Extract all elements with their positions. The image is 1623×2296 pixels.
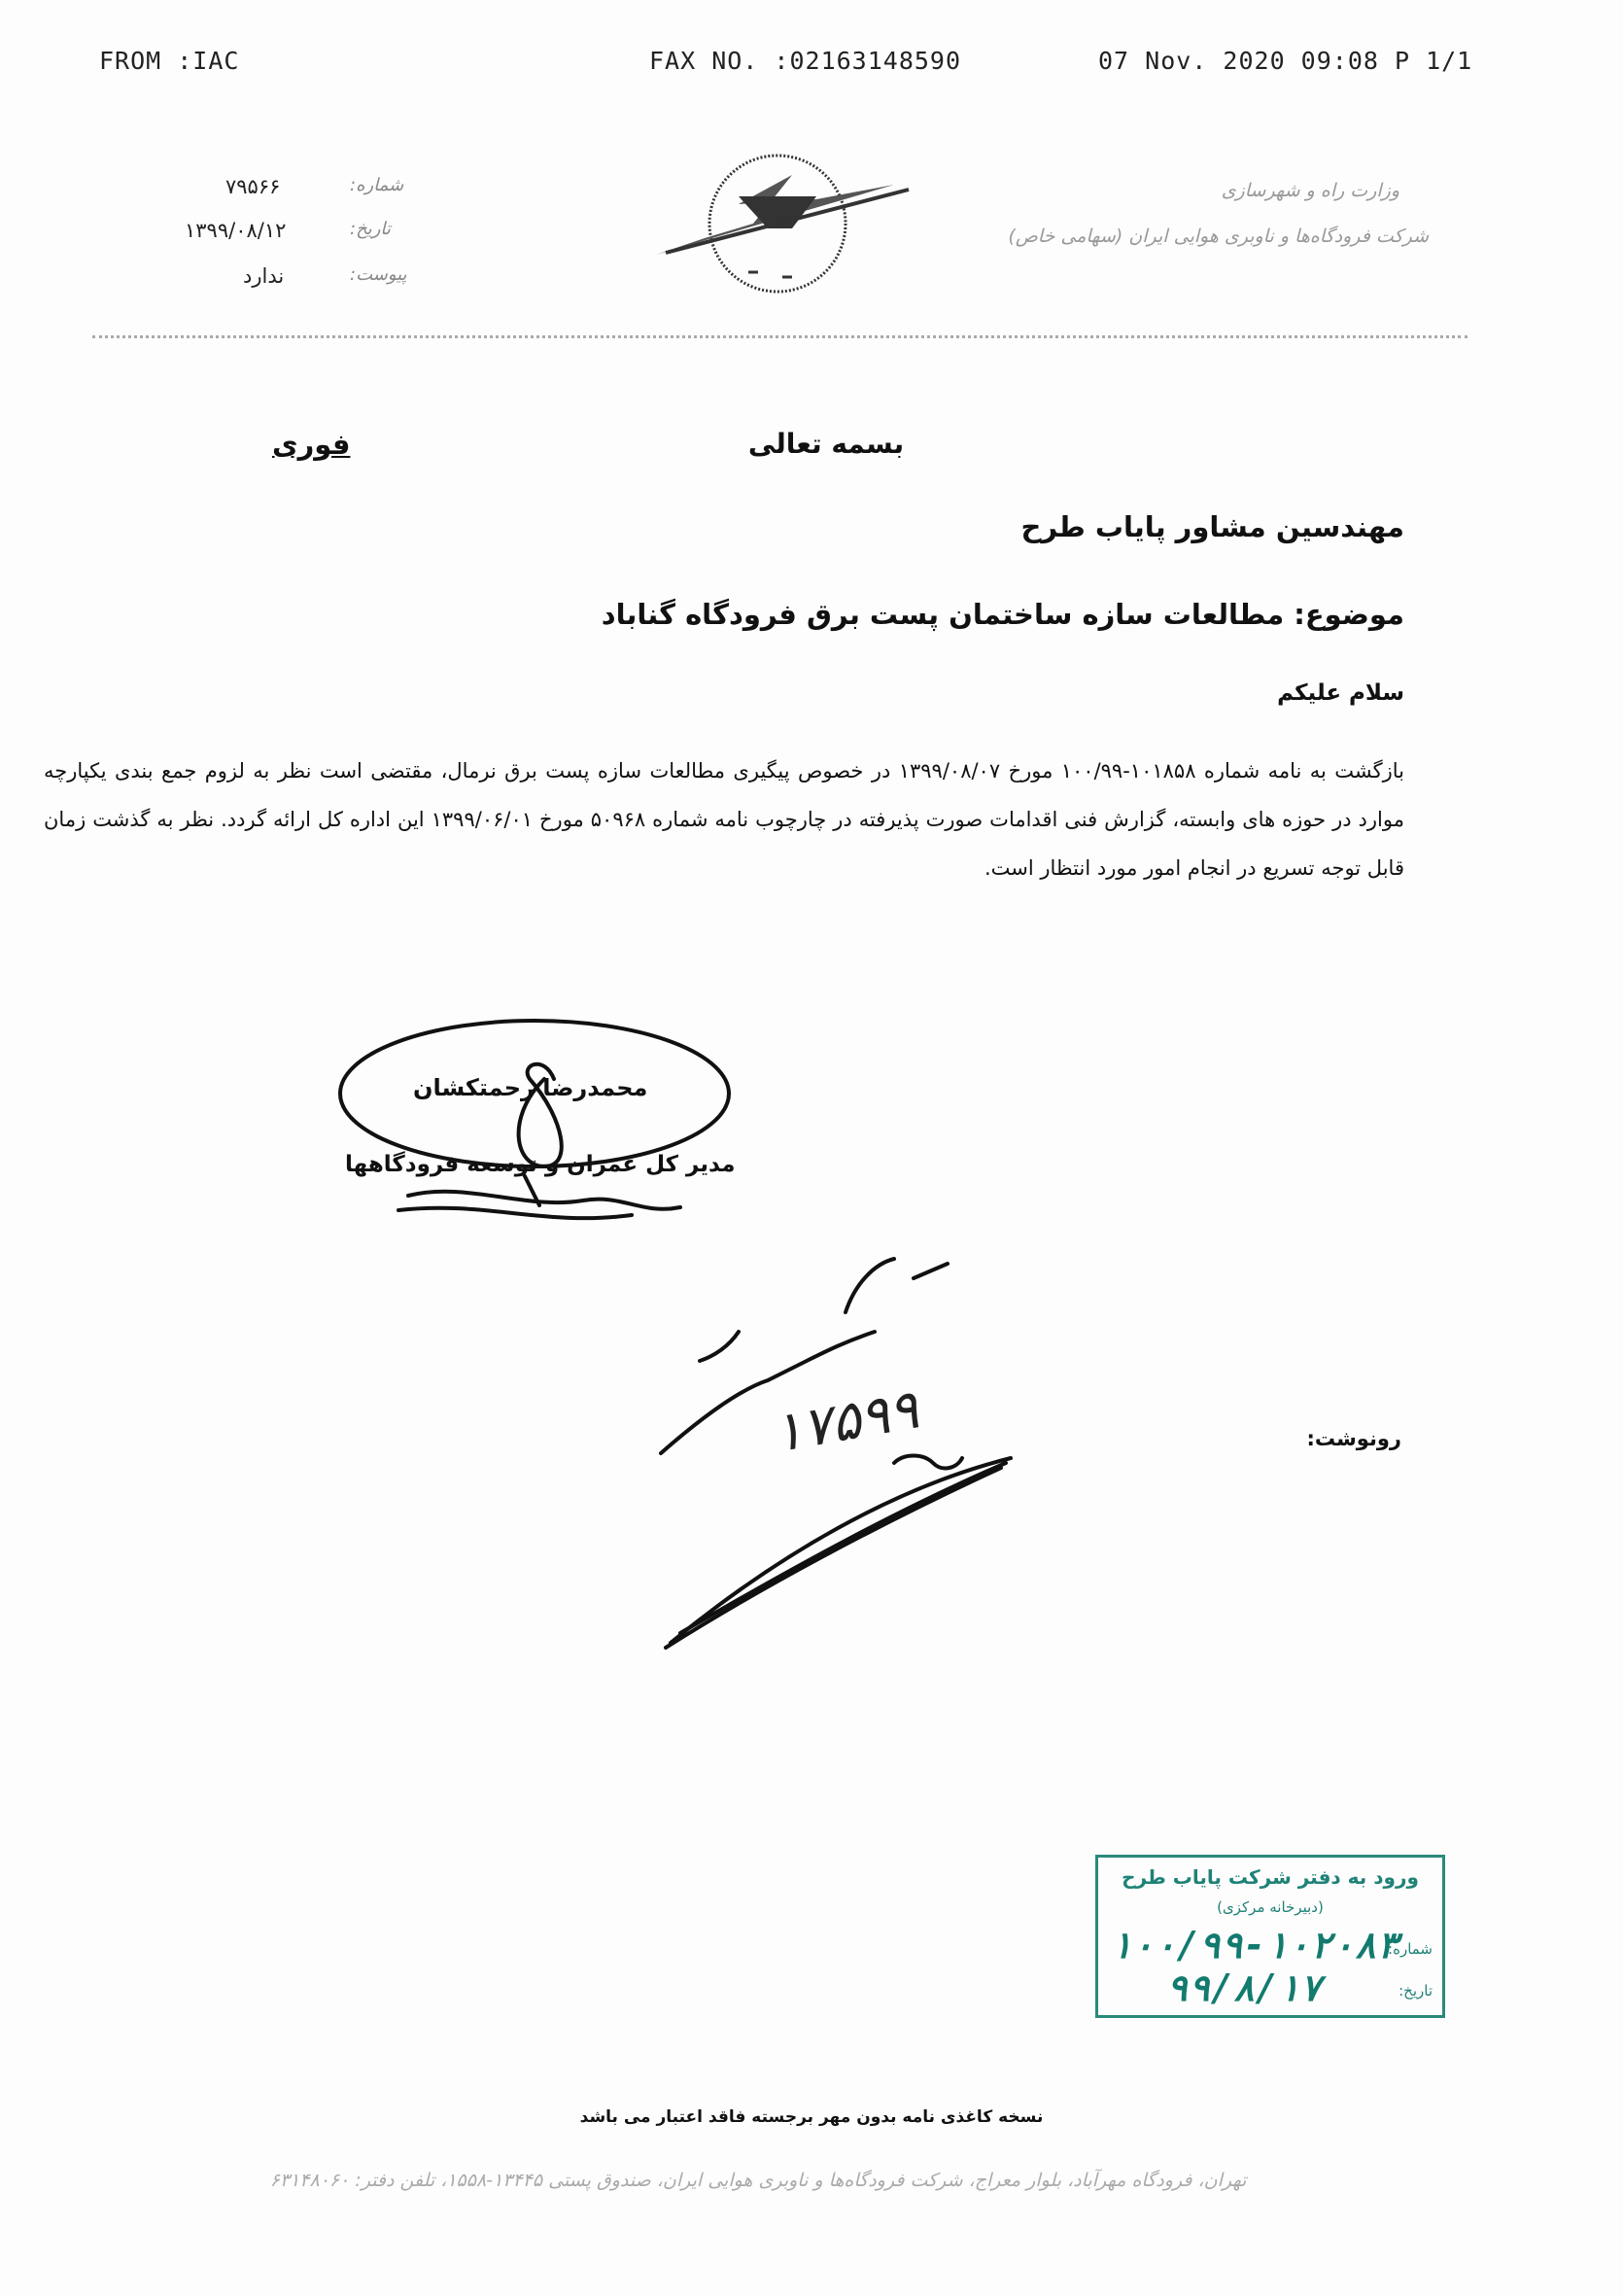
- company-name: شرکت فرودگاه‌ها و ناوبری هوایی ایران (سهامی خاص): [1008, 226, 1429, 247]
- recipient: مهندسین مشاور پایاب طرح: [1020, 510, 1404, 543]
- fax-datetime: 07 Nov. 2020 09:08 P 1/1: [1098, 47, 1473, 75]
- fax-from: FROM :IAC: [99, 47, 240, 75]
- signer-title: مدیر کل عمران و توسعه فرودگاهها: [345, 1152, 736, 1177]
- letter-attachment-value: ندارد: [243, 264, 285, 288]
- stamp-subtitle: (دبیرخانه مرکزی): [1217, 1898, 1324, 1916]
- ministry-name: وزارت راه و شهرسازی: [1221, 180, 1399, 201]
- subject: موضوع: مطالعات سازه ساختمان پست برق فرودگاه گناباد: [601, 598, 1404, 631]
- letter-date-label: تاریخ:: [350, 219, 391, 239]
- handwritten-number: ۱۷۵۹۹: [768, 1377, 923, 1466]
- validity-note: نسخه کاغذی نامه بدون مهر برجسته فاقد اعتبار می باشد: [579, 2107, 1044, 2127]
- fax-number: FAX NO. :02163148590: [649, 47, 962, 75]
- header-divider: [92, 335, 1468, 338]
- stamp-date-value: ۹۹/۸/۱۷: [1166, 1966, 1323, 2009]
- company-logo-icon: [646, 146, 918, 301]
- stamp-title: ورود به دفتر شرکت پایاب طرح: [1122, 1865, 1419, 1889]
- signer-name: محمدرضا رحمتکشان: [413, 1074, 648, 1101]
- footer-address: تهران، فرودگاه مهرآباد، بلوار معراج، شرکت فرودگاه‌ها و ناوبری هوایی ایران، صندوق پستی ۱۳۴۴۵-۱۵۵۸، تلفن دفتر: ۶۳۱۴۸۰۶۰: [269, 2170, 1247, 2191]
- letter-number-value: ۷۹۵۶۶: [225, 175, 281, 198]
- letter-date-value: ۱۳۹۹/۰۸/۱۲: [185, 219, 287, 242]
- letter-attachment-label: پیوست:: [350, 264, 407, 285]
- letter-body: بازگشت به نامه شماره ۱۰۱۸۵۸-۱۰۰/۹۹ مورخ ۱۳۹۹/۰۸/۰۷ در خصوص پیگیری مطالعات سازه پست برق نرمال، مقتضی است نظر به لزوم جمع بندی یکپارچه موارد در حوزه های وابسته، گزارش فنی اقدامات صورت پذیرفته در چارچوب نامه شماره ۵۰۹۶۸ مورخ ۱۳۹۹/۰۶/۰۱ این اداره کل ارائه گردد. نظر به گذشت زمان قابل توجه تسریع در انجام امور مورد انتظار است.: [44, 759, 1404, 880]
- cc-label: رونوشت:: [1306, 1427, 1401, 1450]
- stamp-number-label: شماره:: [1388, 1940, 1433, 1958]
- receipt-stamp: [1095, 1855, 1445, 2018]
- letter-number-label: شماره:: [350, 175, 404, 195]
- urgency-label: فوری: [272, 428, 351, 461]
- stamp-number-value: ۱۰۰/۹۹-۱۰۲۰۸۳: [1110, 1924, 1399, 1966]
- greeting: سلام علیکم: [1277, 680, 1404, 706]
- basmala: بسمه تعالی: [747, 428, 905, 460]
- stamp-date-label: تاریخ:: [1399, 1982, 1433, 2000]
